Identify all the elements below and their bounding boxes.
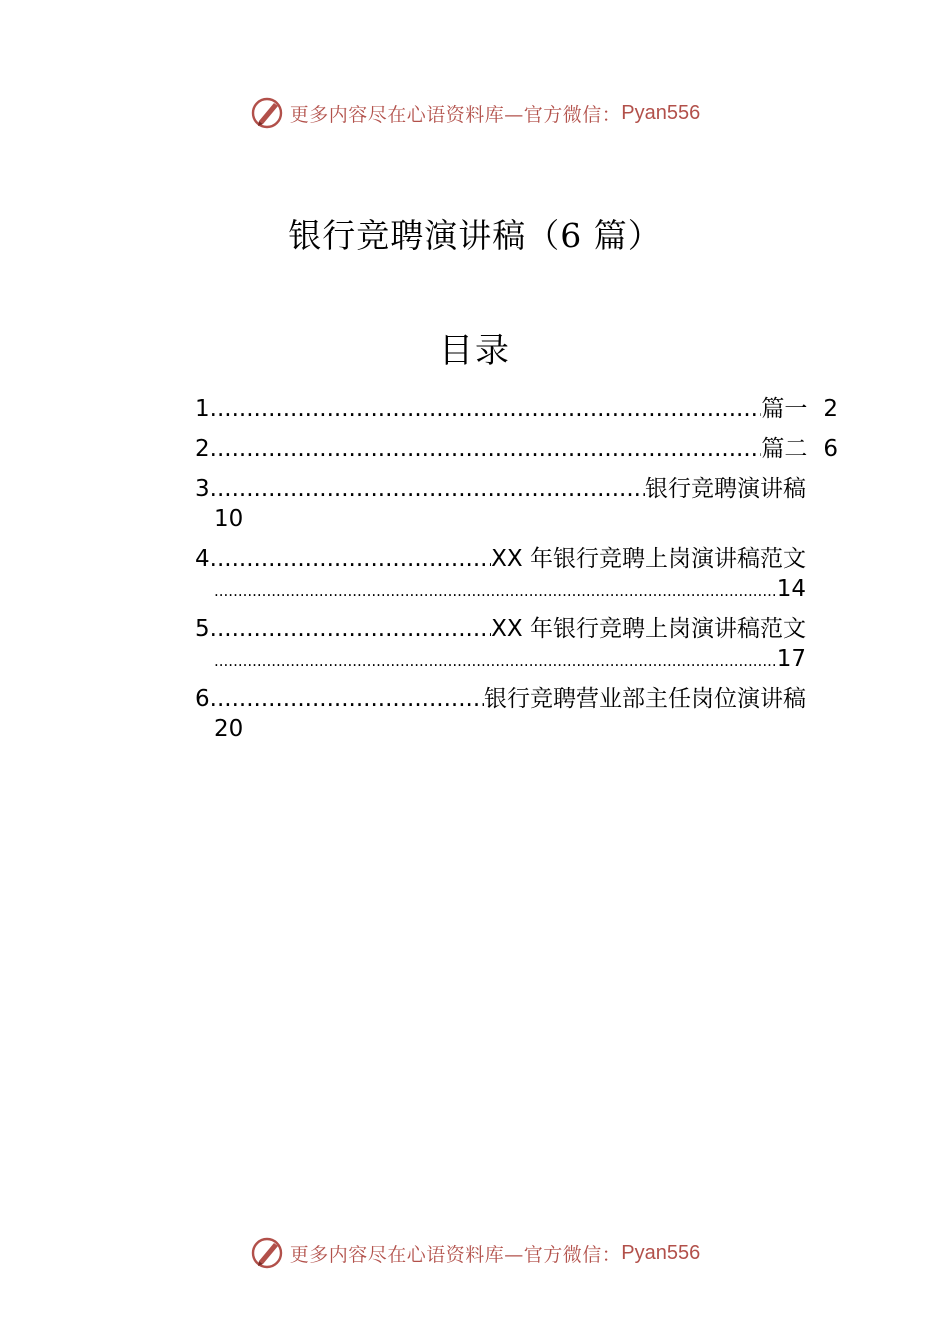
toc-entry-5-continuation bbox=[214, 644, 806, 676]
toc-entry-1[interactable] bbox=[195, 394, 838, 424]
toc-entry-number: 5 bbox=[195, 616, 210, 642]
toc-entry-number: 2 bbox=[195, 436, 210, 462]
toc-entry-label: 篇二 bbox=[761, 436, 808, 462]
banner-wechat-id: Pyan556 bbox=[621, 1241, 701, 1264]
header-banner bbox=[0, 93, 950, 133]
toc-leader-dots bbox=[210, 394, 762, 424]
toc-entry-3[interactable] bbox=[195, 474, 806, 504]
toc-entry-label: 银行竞聘演讲稿 bbox=[645, 476, 806, 502]
toc-entry-4-continuation bbox=[214, 574, 806, 606]
toc-entry-5[interactable] bbox=[195, 614, 806, 644]
toc-entry-page: 10 bbox=[214, 506, 244, 532]
toc-leader-dots bbox=[210, 684, 484, 714]
toc-entry-number: 1 bbox=[195, 396, 210, 422]
toc-entry-4[interactable] bbox=[195, 544, 806, 574]
pen-circle-logo-icon bbox=[250, 1236, 284, 1270]
toc-entry-label: 银行竞聘营业部主任岗位演讲稿 bbox=[484, 686, 806, 712]
toc-entry-page: 17 bbox=[776, 646, 806, 672]
toc-entry-page: 20 bbox=[214, 716, 244, 742]
toc-leader-dots bbox=[210, 474, 645, 504]
toc-entry-label: 篇一 bbox=[761, 396, 808, 422]
toc-entry-number: 6 bbox=[195, 686, 210, 712]
toc-entry-6[interactable] bbox=[195, 684, 806, 714]
toc-leader-dots bbox=[210, 544, 492, 574]
toc-entry-2[interactable] bbox=[195, 434, 838, 464]
toc-entry-number: 4 bbox=[195, 546, 210, 572]
toc-leader-dots bbox=[210, 614, 492, 644]
toc-leader-dots bbox=[214, 646, 777, 676]
toc-leader-dots bbox=[214, 576, 777, 606]
toc-heading: 目录 bbox=[439, 331, 511, 371]
toc-entry-number: 3 bbox=[195, 476, 210, 502]
pen-circle-logo-icon bbox=[250, 96, 284, 130]
toc-entry-label: XX 年银行竞聘上岗演讲稿范文 bbox=[491, 616, 806, 642]
banner-text: 更多内容尽在心语资料库—官方微信： bbox=[289, 103, 622, 126]
footer-banner bbox=[0, 1233, 950, 1273]
toc-entry-page: 2 bbox=[823, 396, 838, 422]
document-title: 银行竞聘演讲稿（6 篇） bbox=[288, 216, 662, 255]
toc-entry-page: 14 bbox=[776, 576, 806, 602]
toc-leader-dots bbox=[210, 434, 762, 464]
toc-entry-page: 6 bbox=[823, 436, 838, 462]
banner-text: 更多内容尽在心语资料库—官方微信： bbox=[289, 1243, 622, 1266]
banner-wechat-id: Pyan556 bbox=[621, 101, 701, 124]
toc-entry-label: XX 年银行竞聘上岗演讲稿范文 bbox=[491, 546, 806, 572]
